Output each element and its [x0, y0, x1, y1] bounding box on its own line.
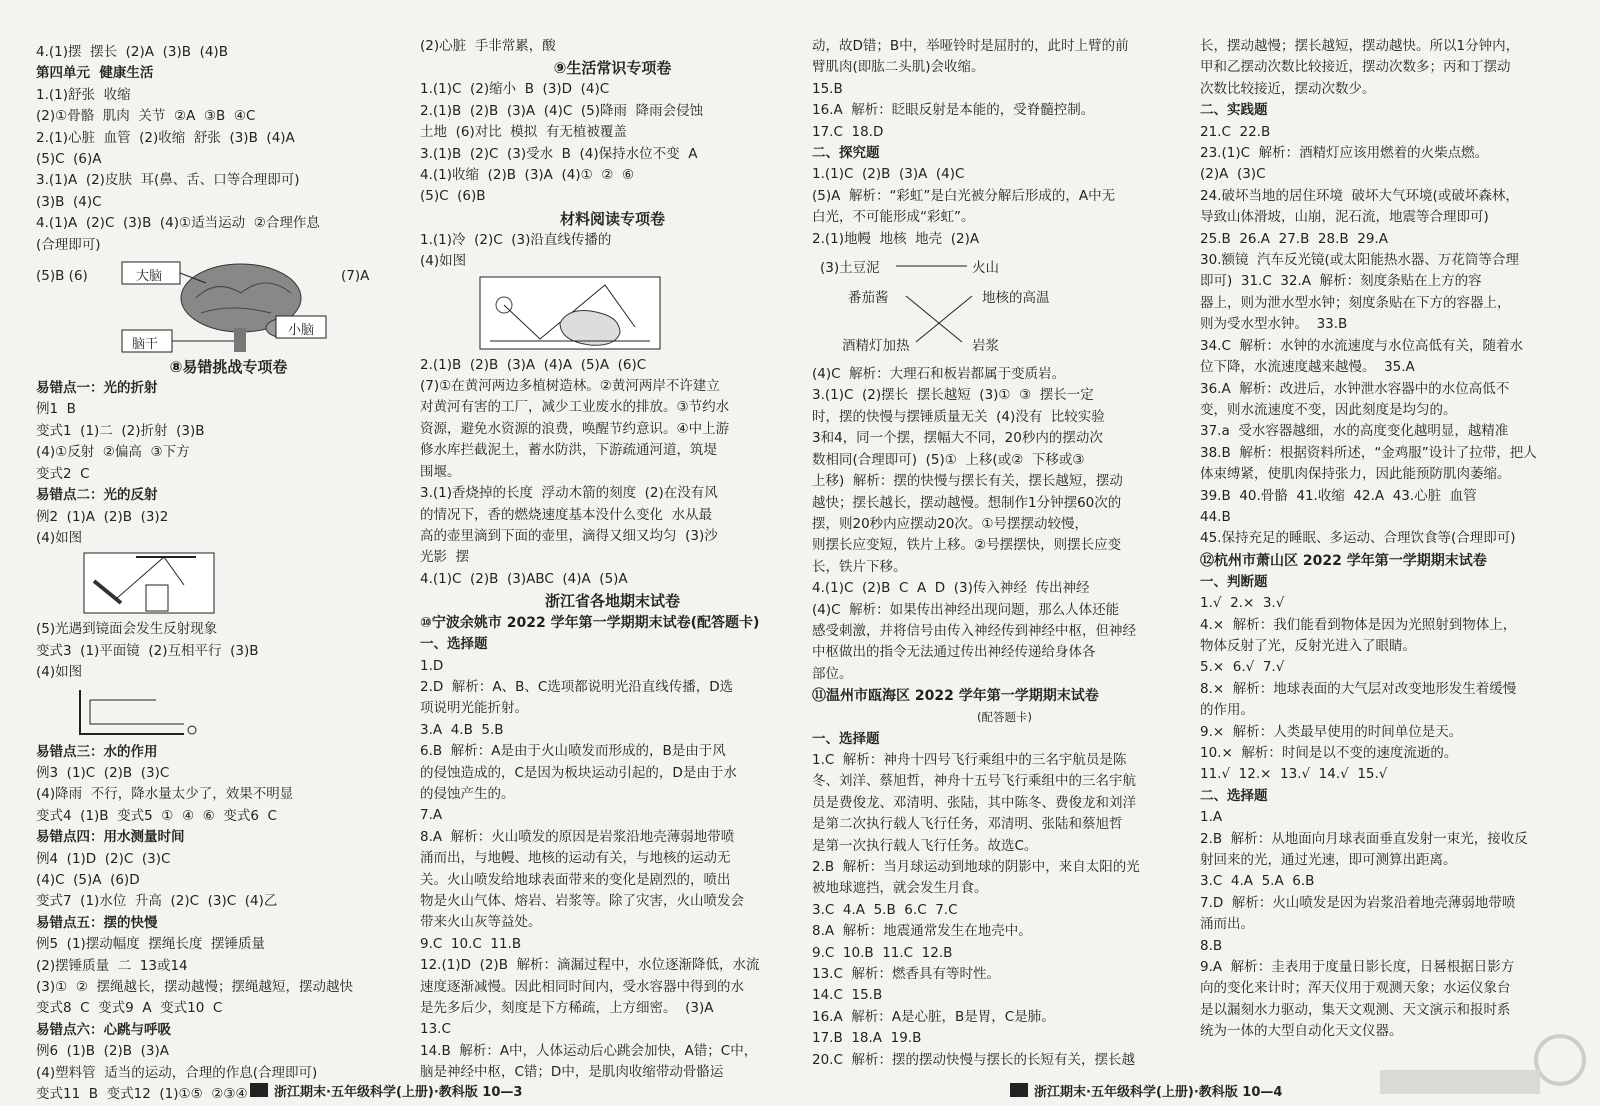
answer-line: 39.B 40.骨骼 41.收缩 42.A 43.心脏 血管: [1200, 487, 1477, 504]
mirror-diagram: [36, 686, 421, 740]
answer-line: 1.(1)舒张 收缩: [36, 86, 131, 103]
answer-line: 2.(1)心脏 血管 (2)收缩 舒张 (3)B (4)A: [36, 129, 295, 146]
answer-line: 物体反射了光，反射光进入了眼睛。: [1200, 637, 1416, 654]
answer-line: 3.(1)B (2)C (3)受水 B (4)保持水位不变 A: [420, 145, 698, 162]
answer-line: 36.A 解析：改进后，水钟泄水容器中的水位高低不: [1200, 380, 1510, 397]
answer-line: 脑是神经中枢，C错；D中，是肌肉收缩带动骨骼运: [420, 1064, 724, 1081]
answer-line: 30.额镜 汽车反光镜(或太阳能热水器、万花筒等合理: [1200, 252, 1519, 269]
reflection-illustration: [36, 551, 416, 617]
column-2: [420, 36, 805, 1084]
answer-line: (7)①在黄河两边多植树造林。②黄河两岸不许建立: [420, 378, 720, 395]
match-left-bot: 酒精灯加热: [842, 338, 910, 355]
answer-line: 变式4 (1)B 变式5 ① ④ ⑥ 变式6 C: [36, 807, 277, 824]
answer-line: 例2 (1)A (2)B (3)2: [36, 508, 169, 525]
answer-line: 项说明光能折射。: [420, 700, 528, 717]
answer-line: 被地球遮挡，就会发生月食。: [812, 880, 988, 897]
answer-line: 导致山体滑坡，山崩，泥石流，地震等合理即可): [1200, 209, 1489, 226]
answer-line: 4.(1)C (2)B C A D (3)传入神经 传出神经: [812, 580, 1090, 597]
answer-line: 变式3 (1)平面镜 (2)互相平行 (3)B: [36, 642, 259, 659]
answer-line: 8.× 解析：地球表面的大气层对改变地形发生着缓慢: [1200, 680, 1517, 697]
answer-line: 数相同(合理即可) (5)① 上移(或② 下移或③: [812, 451, 1085, 468]
answer-line: 16.A 解析：A是心脏，B是胃，C是肺。: [812, 1008, 1055, 1025]
answer-line: 3.C 4.A 5.B 6.C 7.C: [812, 901, 958, 918]
answer-line: 7.A: [420, 807, 443, 824]
reflection-diagram: [36, 551, 421, 617]
section-heading: ⑫杭州市萧山区 2022 学年第一学期期末试卷: [1200, 552, 1487, 569]
answer-line: (5)光遇到镜面会发生反射现象: [36, 621, 218, 638]
answer-line: 4.(1)收缩 (2)B (3)A (4)① ② ⑥: [420, 167, 635, 184]
answer-line: 体束缚紧，使肌肉保持张力，因此能预防肌肉萎缩。: [1200, 466, 1511, 483]
answer-line: 长，摆动越慢；摆长越短，摆动越快。所以1分钟内，: [1200, 38, 1520, 54]
brain-q7: (7)A: [341, 268, 370, 285]
answer-line: 变式11 B 变式12 (1)①⑤ ②③④: [36, 1086, 248, 1103]
answer-line: 带来火山灰等益处。: [420, 914, 542, 931]
answer-line: 1.(1)冷 (2)C (3)沿直线传播的: [420, 231, 612, 248]
subsection-heading: 易错点三：水的作用: [36, 743, 158, 760]
answer-line: 涌而出。: [1200, 916, 1254, 933]
answer-line: 物是火山气体、熔岩、岩浆等。除了灾害，火山喷发会: [420, 893, 744, 909]
answer-line: (4)C (5)A (6)D: [36, 871, 140, 888]
answer-line: 涌而出，与地幔、地核的运动有关，与地核的运动无: [420, 850, 731, 867]
answer-line: 4.(1)C (2)B (3)ABC (4)A (5)A: [420, 570, 628, 587]
answer-line: 1.√ 2.× 3.√: [1200, 595, 1285, 612]
answer-line: 冬、刘洋、蔡旭哲，神舟十五号飞行乘组中的三名宇航: [812, 773, 1136, 790]
answer-line: 20.C 解析：摆的摆动快慢与摆长的长短有关，摆长越: [812, 1051, 1135, 1068]
footer-right: [1010, 1080, 1282, 1100]
answer-line: 摆，则20秒内应摆动20次。①号摆摆动较慢，: [812, 515, 1088, 532]
answer-line: (4)C 解析：如果传出神经出现问题，那么人体还能: [812, 601, 1120, 618]
answer-line: 变式8 C 变式9 A 变式10 C: [36, 1000, 223, 1017]
answer-line: 44.B: [1200, 508, 1231, 525]
brain-q5: (5)B (6): [36, 268, 88, 285]
answer-line: 位下降，水流速度越来越慢。 35.A: [1200, 359, 1415, 376]
answer-line: (2)①骨骼 肌肉 关节 ②A ③B ④C: [36, 108, 256, 125]
answer-line: 例3 (1)C (2)B (3)C: [36, 764, 170, 781]
answer-line: (4)如图: [420, 253, 467, 270]
answer-line: 4.(1)摆 摆长 (2)A (3)B (4)B: [36, 44, 228, 60]
subsection-heading: 第四单元 健康生活: [36, 65, 154, 82]
answer-line: 土地 (6)对比 模拟 有无植被覆盖: [420, 124, 627, 141]
answer-line: 是先多后少，刻度是下方稀疏，上方细密。 (3)A: [420, 1000, 714, 1017]
answer-line: 对黄河有害的工厂，减少工业废水的排放。③节约水: [420, 399, 730, 416]
match-right-mid: 地核的高温: [982, 290, 1050, 307]
subsection-heading: 一、选择题: [420, 636, 488, 653]
answer-line: 越快；摆长越长，摆动越慢。想制作1分钟摆60次的: [812, 494, 1122, 511]
answer-line: 7.D 解析：火山喷发是因为岩浆沿着地壳薄弱地带喷: [1200, 894, 1516, 911]
answer-line: 时，摆的快慢与摆锤质量无关 (4)没有 比较实验: [812, 408, 1105, 425]
answer-line: 14.B 解析：A中，人体运动后心跳会加快，A错；C中，: [420, 1042, 758, 1059]
answer-line: 臂肌肉(即肱二头肌)会收缩。: [812, 59, 985, 76]
answer-line: 的侵蚀产生的。: [420, 785, 515, 802]
subsection-heading: 易错点二：光的反射: [36, 487, 158, 504]
answer-line: 3.(1)A (2)皮肤 耳(鼻、舌、口等合理即可): [36, 172, 300, 189]
answer-line: 员是费俊龙、邓清明、张陆，其中陈冬、费俊龙和刘洋: [812, 794, 1136, 811]
section-heading: ⑪温州市瓯海区 2022 学年第一学期期末试卷: [812, 688, 1099, 705]
publisher-logo-icon: [1010, 1083, 1028, 1097]
answer-line: 45.保持充足的睡眠、多运动、合理饮食等(合理即可): [1200, 530, 1516, 547]
answer-line: 长，铁片下移。: [812, 558, 907, 575]
column-1: [36, 42, 421, 1105]
answer-line: 8.B: [1200, 937, 1223, 954]
answer-line: 关。火山喷发给地球表面带来的变化是剧烈的，喷出: [420, 871, 731, 888]
column-4: [1200, 36, 1585, 1043]
answer-line: 的作用。: [1200, 702, 1254, 719]
answer-line: 34.C 解析：水钟的水流速度与水位高低有关，随着水: [1200, 337, 1523, 354]
answer-line: 3.C 4.A 5.A 6.B: [1200, 873, 1315, 890]
answer-line: 17.B 18.A 19.B: [812, 1030, 922, 1047]
answer-line: 速度逐渐减慢。因此相同时间内，受水容器中得到的水: [420, 978, 744, 995]
matching-diagram: [812, 252, 1197, 362]
answer-line: 的侵蚀造成的，C是因为板块运动引起的，D是由于水: [420, 764, 737, 781]
answer-line: 例5 (1)摆动幅度 摆绳长度 摆锤质量: [36, 936, 265, 953]
answer-line: 资源，避免水资源的浪费，唤醒节约意识。④中上游: [420, 420, 730, 437]
answer-line: 围堰。: [420, 463, 461, 480]
answer-line: (4)C 解析：大理石和板岩都属于变质岩。: [812, 366, 1066, 383]
answer-line: 变式1 (1)二 (2)折射 (3)B: [36, 422, 205, 439]
subsection-heading: 易错点五：摆的快慢: [36, 914, 158, 931]
answer-line: 1.D: [420, 657, 444, 674]
answer-line: 动，故D错；B中，举哑铃时是屈肘的，此时上臂的前: [812, 38, 1129, 54]
answer-line: 3.(1)C (2)摆长 摆长越短 (3)① ③ 摆长一定: [812, 387, 1094, 404]
answer-line: 统为一体的大型自动化天文仪器。: [1200, 1023, 1403, 1040]
answer-line: 中枢做出的指令无法通过传出神经传递给身体各: [812, 644, 1096, 661]
brain-label-bottom: 脑干: [132, 337, 159, 353]
answer-line: 1.(1)C (2)缩小 B (3)D (4)C: [420, 81, 610, 98]
answer-line: (2)A (3)C: [1200, 166, 1266, 183]
answer-line: 9.C 10.B 11.C 12.B: [812, 944, 953, 961]
answer-line: 即可) 31.C 32.A 解析：刻度条贴在上方的容: [1200, 273, 1482, 290]
answer-line: 变式2 C: [36, 465, 90, 482]
answer-line: 例1 B: [36, 401, 76, 418]
answer-line: 38.B 解析：根据资料所述，“金鸡服”设计了拉带，把人: [1200, 444, 1537, 461]
brain-diagram: [36, 258, 421, 354]
subsection-heading: 易错点六：心跳与呼吸: [36, 1021, 171, 1038]
answer-line: 射回来的光，通过光速，即可测算出距离。: [1200, 852, 1457, 869]
subsection-heading: 一、判断题: [1200, 573, 1268, 590]
answer-line: (3)① ② 摆绳越长，摆动越慢；摆绳越短，摆动越快: [36, 979, 353, 995]
answer-line: (4)如图: [36, 664, 83, 681]
answer-line: 10.× 解析：时间是以不变的速度流逝的。: [1200, 745, 1458, 761]
answer-line: 变，则水流速度不变，因此刻度是均匀的。: [1200, 401, 1457, 418]
answer-line: 2.(1)B (2)B (3)A (4)C (5)降雨 降雨会侵蚀: [420, 102, 704, 119]
section-heading: ⑩宁波余姚市 2022 学年第一学期期末试卷(配答题卡): [420, 615, 760, 632]
brain-label-top: 大脑: [136, 269, 163, 285]
answer-line: 2.(1)B (2)B (3)A (4)A (5)A (6)C: [420, 356, 647, 373]
answer-line: (合理即可): [36, 236, 101, 253]
answer-line: 感受刺激，并将信号由传入神经传到神经中枢，但神经: [812, 622, 1136, 639]
answer-line: 是第一次执行载人飞行任务。故选C。: [812, 837, 1038, 854]
answer-line: 例6 (1)B (2)B (3)A: [36, 1043, 169, 1060]
answer-line: 3.(1)香烧掉的长度 浮动木箭的刻度 (2)在没有风: [420, 485, 718, 502]
answer-line: 2.B 解析：当月球运动到地球的阴影中，来自太阳的光: [812, 859, 1140, 875]
answer-line: (配答题卡): [977, 710, 1032, 725]
answer-line: 3.A 4.B 5.B: [420, 721, 504, 738]
answer-line: 光影 摆: [420, 549, 470, 566]
subsection-heading: 二、选择题: [1200, 787, 1268, 804]
answer-line: 1.A: [1200, 809, 1223, 826]
answer-line: (2)心脏 手非常累，酸: [420, 38, 556, 54]
match-left-mid: 番茄酱: [848, 290, 889, 307]
answer-line: 15.B: [812, 80, 843, 97]
answer-line: 向的变化来计时；浑天仪用于观测天象；水运仪象台: [1200, 980, 1511, 997]
answer-line: 37.a 受水容器越细，水的高度变化越明显，越精准: [1200, 423, 1509, 440]
match-right-bot: 岩浆: [972, 338, 999, 355]
answer-line: 的情况下，香的燃烧速度基本没什么变化 水从最: [420, 506, 713, 523]
section-heading: ⑧易错挑战专项卷: [169, 358, 288, 377]
answer-line: 甲和乙摆动次数比较接近，摆动次数多；丙和丁摆动: [1200, 59, 1511, 76]
subsection-heading: 易错点一：光的折射: [36, 380, 158, 397]
mirror-illustration: [36, 686, 416, 740]
answer-line: 是第二次执行载人飞行任务，邓清明、张陆和蔡旭哲: [812, 816, 1123, 833]
answer-line: 6.B 解析：A是由于火山喷发而形成的，B是由于风: [420, 743, 726, 760]
answer-line: (4)塑料管 适当的运动，合理的作息(合理即可): [36, 1064, 318, 1081]
answer-line: 3和4，同一个摆，摆幅大不同，20秒内的摆动次: [812, 430, 1103, 447]
answer-line: 8.A 解析：火山喷发的原因是岩浆沿地壳薄弱地带喷: [420, 828, 735, 845]
answer-line: 高的壶里滴到下面的壶里，滴得又细又均匀 (3)沙: [420, 527, 718, 544]
footer-left-text: 浙江期末·五年级科学(上册)·教科版 10—3: [274, 1084, 523, 1100]
answer-line: 例4 (1)D (2)C (3)C: [36, 850, 171, 867]
answer-line: 修水库拦截泥土，蓄水防洪，下游疏通河道，筑堤: [420, 442, 717, 459]
answer-line: 则为受水型水钟。 33.B: [1200, 316, 1348, 333]
answer-line: 17.C 18.D: [812, 123, 884, 140]
section-heading: ⑨生活常识专项卷: [553, 59, 672, 78]
answer-line: (4)①反射 ②偏高 ③下方: [36, 444, 190, 461]
subsection-heading: 二、探究题: [812, 145, 880, 162]
answer-line: (5)C (6)A: [36, 151, 102, 168]
answer-line: (5)A 解析：“彩虹”是白光被分解后形成的，A中无: [812, 187, 1116, 204]
brain-label-right: 小脑: [288, 323, 315, 339]
section-heading: 材料阅读专项卷: [559, 209, 665, 228]
answer-line: 4.× 解析：我们能看到物体是因为光照射到物体上，: [1200, 616, 1517, 633]
answer-line: (3)B (4)C: [36, 193, 102, 210]
answer-line: 部位。: [812, 665, 853, 682]
subsection-heading: 易错点四：用水测量时间: [36, 829, 185, 846]
subsection-heading: 二、实践题: [1200, 102, 1268, 119]
answer-line: 25.B 26.A 27.B 28.B 29.A: [1200, 230, 1388, 247]
answer-line: 上移) 解析：摆的快慢与摆长有关，摆长越短，摆动: [812, 473, 1123, 490]
answer-line: 1.(1)C (2)B (3)A (4)C: [812, 166, 965, 183]
sunlight-diagram: [420, 275, 805, 353]
answer-line: 则摆长应变短，铁片上移。②号摆摆快，则摆长应变: [812, 537, 1122, 554]
answer-line: 2.D 解析：A、B、C选项都说明光沿直线传播，D选: [420, 678, 734, 695]
answer-line: 24.破坏当地的居住环境 破坏大气环境(或破坏森林，: [1200, 187, 1519, 204]
answer-line: (2)摆锤质量 二 13或14: [36, 957, 188, 974]
answer-line: 8.A 解析：地震通常发生在地壳中。: [812, 923, 1032, 940]
publisher-logo-icon: [250, 1083, 268, 1097]
answer-line: 23.(1)C 解析：酒精灯应该用燃着的火柴点燃。: [1200, 145, 1489, 162]
answer-line: (5)C (6)B: [420, 188, 486, 205]
answer-line: 13.C: [420, 1021, 451, 1038]
answer-line: 9.C 10.C 11.B: [420, 935, 522, 952]
answer-line: 9.× 解析：人类最早使用的时间单位是天。: [1200, 723, 1463, 740]
watermark-logo-icon: [1370, 1030, 1590, 1100]
answer-line: (4)如图: [36, 529, 83, 546]
answer-line: 9.A 解析：圭表用于度量日影长度，日晷根据日影方: [1200, 959, 1515, 976]
answer-line: 12.(1)D (2)B 解析：滴漏过程中，水位逐渐降低，水流: [420, 957, 760, 974]
subsection-heading: 一、选择题: [812, 730, 880, 747]
answer-line: 变式7 (1)水位 升高 (2)C (3)C (4)乙: [36, 893, 278, 910]
footer-left: [250, 1080, 522, 1100]
answer-line: 16.A 解析：眨眼反射是本能的，受脊髓控制。: [812, 102, 1095, 119]
answer-line: 4.(1)A (2)C (3)B (4)①适当运动 ②合理作息: [36, 215, 320, 232]
answer-line: 11.√ 12.× 13.√ 14.√ 15.√: [1200, 766, 1388, 783]
answer-line: 次数比较接近，摆动次数少。: [1200, 80, 1376, 97]
answer-line: 白光，不可能形成“彩虹”。: [812, 209, 975, 226]
answer-line: 2.(1)地幔 地核 地壳 (2)A: [812, 230, 980, 247]
match-left-top: (3)土豆泥: [820, 260, 880, 277]
answer-line: 21.C 22.B: [1200, 123, 1271, 140]
answer-line: (4)降雨 不行，降水量太少了，效果不明显: [36, 786, 294, 803]
match-right-top: 火山: [972, 260, 999, 277]
answer-line: 5.× 6.√ 7.√: [1200, 659, 1285, 676]
sunlight-illustration: [420, 275, 800, 353]
answer-line: 1.C 解析：神舟十四号飞行乘组中的三名宇航员是陈: [812, 751, 1127, 768]
column-3: [812, 36, 1197, 1071]
answer-line: 2.B 解析：从地面向月球表面垂直发射一束光，接收反: [1200, 830, 1528, 847]
answer-line: 14.C 15.B: [812, 987, 883, 1004]
section-heading: 浙江省各地期末试卷: [544, 592, 680, 611]
answer-line: 是以漏刻水力驱动，集天文观测、天文演示和报时系: [1200, 1001, 1511, 1018]
answer-line: 器上，则为泄水型水钟；刻度条贴在下方的容器上，: [1200, 294, 1511, 311]
answer-line: 13.C 解析：燃香具有等时性。: [812, 966, 1000, 983]
footer-right-text: 浙江期末·五年级科学(上册)·教科版 10—4: [1034, 1084, 1283, 1100]
